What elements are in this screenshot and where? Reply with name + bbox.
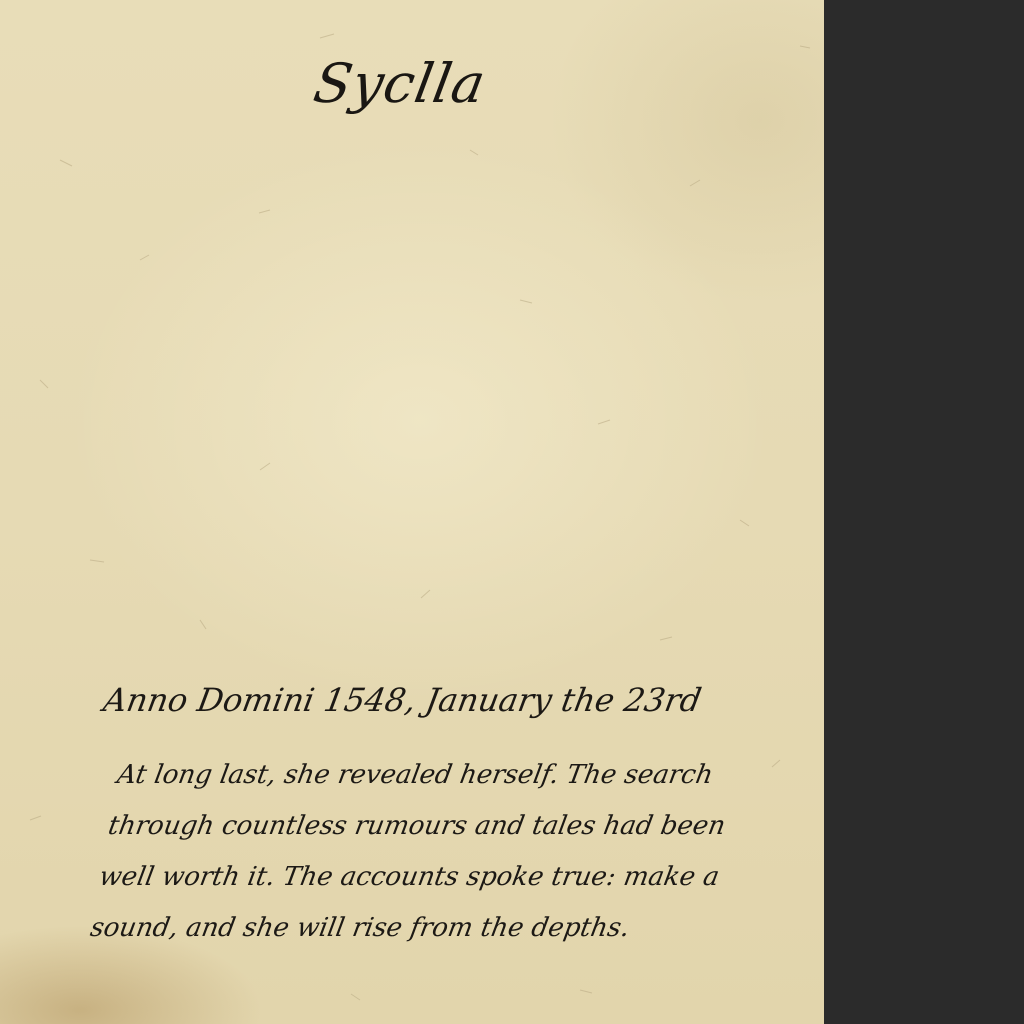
journal-entry <box>87 670 744 954</box>
document-title: Syclla <box>309 52 491 115</box>
entry-body: At long last, she revealed herself. The search through countless rumours and tales had been well worth it. The accounts spoke true: make a sound, and she will rise from the depths. <box>87 760 728 943</box>
date-line: Anno Domini 1548, January the 23rd <box>100 681 705 719</box>
